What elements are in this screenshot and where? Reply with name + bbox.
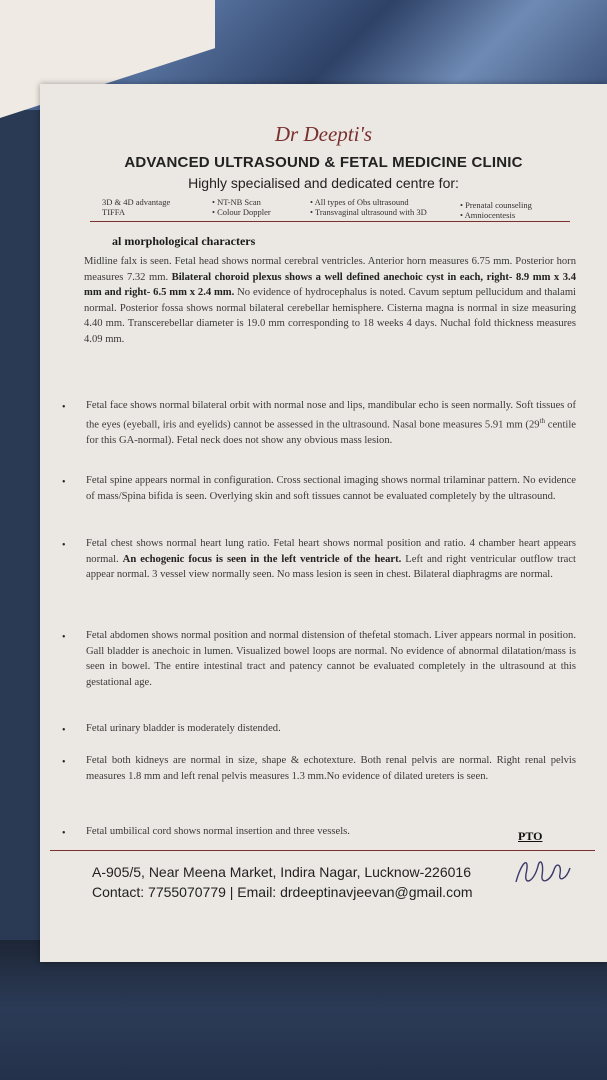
bullet-face: • — [62, 402, 66, 413]
face-superscript: th — [539, 416, 546, 425]
intro-bold-finding: Bilateral choroid plexus shows a well defined anechoic cyst in each, right- 8.9 mm x 3.4 mm and right- 6.5 mm x 2.4 mm. — [84, 271, 576, 299]
clinic-title: ADVANCED ULTRASOUND & FETAL MEDICINE CLINIC — [124, 154, 523, 171]
chest-text-continued: Left and right ventricular outflow tract appear normal. 3 vessel view normally seen. No mass lesion is seen in chest. Bilateral diaphragms are normal. — [86, 553, 576, 581]
finding-chest — [86, 536, 576, 583]
bullet-abdomen: • — [62, 632, 66, 643]
intro-text-continued: No evidence of hydrocephalus is noted. Cavum septum pellucidum and thalami normal. Posterior fossa shows normal bilateral cerebellar hemisphere. Cisterna magna is normal in size measuring 4.40 mm. Transcerebellar diameter is 19.0 mm corresponding to 18 weeks 4 days. Nuchal fold thickness measures 4.09 mm. — [84, 287, 577, 345]
finding-kidneys: Fetal both kidneys are normal in size, shape & echotexture. Both renal pelvis are normal. Right renal pelvis measures 1.8 mm and left renal pelvis measures 1.3 mm.No evidence of dilated ureters is seen. — [86, 755, 576, 782]
service-item: TIFFA — [102, 207, 125, 217]
doctor-name: Dr Deepti's — [274, 122, 373, 146]
clinic-tagline: Highly specialised and dedicated centre for: — [188, 175, 459, 191]
signature-icon — [508, 852, 578, 892]
service-item: • All types of Obs ultrasound — [310, 197, 409, 207]
bullet-kidneys: • — [62, 757, 66, 768]
services-column-1 — [102, 197, 170, 217]
chest-text: Fetal chest shows normal heart lung ratio. Fetal heart shows normal position and ratio. 4 chamber heart appears normal. — [86, 538, 576, 565]
service-item: • Transvaginal ultrasound with 3D — [310, 207, 427, 217]
footer-divider — [50, 850, 595, 851]
services-column-3 — [310, 197, 427, 217]
intro-text: Midline falx is seen. Fetal head shows normal cerebral ventricles. Anterior horn measures 6.75 mm. Posterior horn measures 7.32 mm. — [84, 256, 576, 283]
clinic-contact: Contact: 7755070779 | Email: drdeeptinavjeevan@gmail.com — [92, 884, 473, 900]
clinic-address: A-905/5, Near Meena Market, Indira Nagar, Lucknow-226016 — [92, 864, 471, 880]
service-item: • Colour Doppler — [212, 207, 271, 217]
bullet-bladder: • — [62, 725, 66, 736]
service-item: • Amniocentesis — [460, 210, 516, 220]
pto-label: PTO — [518, 829, 543, 843]
service-item: 3D & 4D advantage — [102, 197, 171, 207]
service-item: • Prenatal counseling — [460, 200, 532, 210]
bullet-chest: • — [62, 540, 66, 551]
finding-face — [86, 398, 576, 448]
section-heading: al morphological characters — [112, 234, 256, 248]
finding-bladder: Fetal urinary bladder is moderately distended. — [86, 723, 281, 734]
header-divider — [90, 221, 570, 222]
finding-abdomen: Fetal abdomen shows normal position and normal distension of thefetal stomach. Liver appears normal in position. Gall bladder is anechoic in lumen. Visualized bowel loops are normal. No evidence of abnormal dilatation/mass is seen in bowel. The entire intestinal tract and patency cannot be evaluated completely in the ultrasound at this gestational age. — [86, 630, 576, 688]
face-text: Fetal face shows normal bilateral orbit with normal nose and lips, mandibular echo is seen normally. Soft tissues of the eyes (eyeball, iris and eyelids) cannot be assessed in the ultrasound. Nasal bone measures 5.91 mm (29 — [86, 400, 576, 431]
face-text-continued: centile for this GA-normal). Fetal neck does not show any obvious mass lesion. — [86, 419, 576, 446]
bullet-spine: • — [62, 477, 66, 488]
services-column-4 — [460, 200, 532, 220]
services-column-2 — [212, 197, 271, 217]
report-page — [40, 84, 607, 962]
chest-bold-finding: An echogenic focus is seen in the left ventricle of the heart. — [122, 553, 402, 565]
finding-cord: Fetal umbilical cord shows normal insertion and three vessels. — [86, 826, 350, 837]
bullet-cord: • — [62, 828, 66, 839]
service-item: • NT-NB Scan — [212, 197, 261, 207]
finding-spine: Fetal spine appears normal in configuration. Cross sectional imaging shows normal trilaminar pattern. No evidence of mass/Spina bifida is seen. Overlying skin and soft tissues cannot be evaluated completely by the ultrasound. — [86, 475, 576, 502]
intro-paragraph — [84, 254, 576, 348]
